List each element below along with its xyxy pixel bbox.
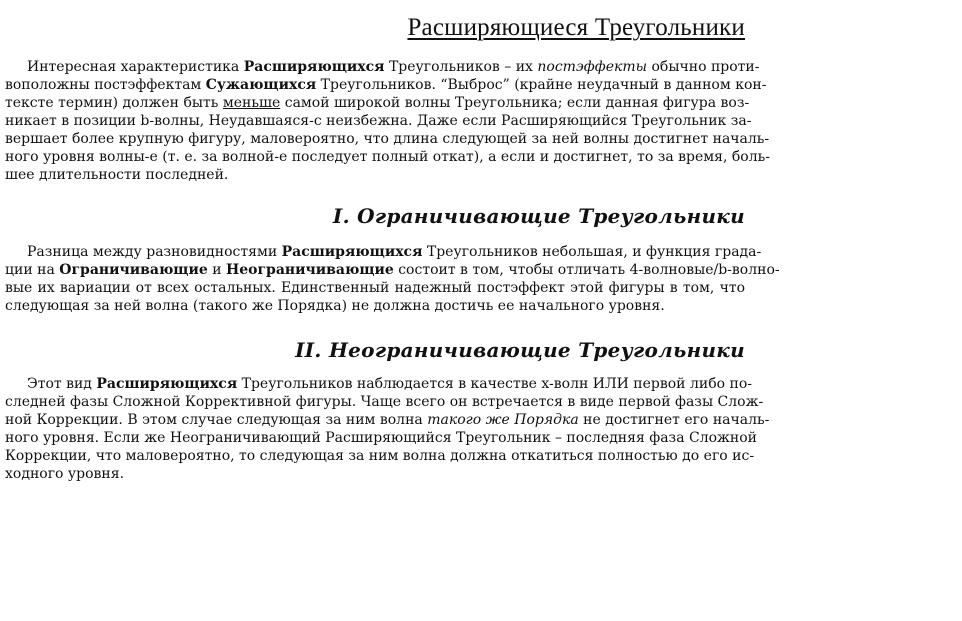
- text-run: Треугольников небольшая, и функция града-: [422, 244, 762, 260]
- text-run: Этот вид: [27, 376, 97, 392]
- bold-term: Сужающихся: [205, 77, 317, 93]
- text-line: [5, 76, 767, 94]
- bold-term: Расширяющихся: [243, 59, 385, 75]
- italic-term: такого же Порядка: [427, 412, 579, 428]
- bold-term: Расширяющихся: [281, 244, 423, 260]
- text-run: воположны постэффектам: [5, 77, 206, 93]
- text-line: [5, 411, 770, 429]
- section-heading-nonlimiting: II. Неограничивающие Треугольники: [295, 338, 745, 362]
- text-run: самой широкой волны Треугольника; если данная фигура воз-: [280, 95, 750, 111]
- bold-term: Расширяющихся: [96, 376, 238, 392]
- bold-term: Ограничивающие: [59, 262, 208, 278]
- text-line: вые их вариации от всех остальных. Единственный надежный постэффект этой фигуры в том, что: [5, 280, 745, 296]
- text-line: Коррекции, что маловероятно, то следующая за ним волна должна откатиться полностью до его ис-: [5, 448, 755, 464]
- text-line: [5, 94, 750, 112]
- text-line: ного уровня. Если же Неограничивающий Расширяющийся Треугольник – последняя фаза Сложной: [5, 430, 757, 446]
- intro-paragraph: [5, 58, 770, 184]
- text-line: [5, 261, 780, 279]
- page-title: Расширяющиеся Треугольники: [407, 14, 745, 41]
- text-run: Треугольников. “Выброс” (крайне неудачный в данном кон-: [316, 77, 767, 93]
- bold-term: Неограничивающие: [225, 262, 394, 278]
- text-run: ной Коррекции. В этом случае следующая за ним волна: [5, 412, 428, 428]
- text-line: ного уровня волны-е (т. е. за волной-е последует полный откат), а если и достигнет, то за время, боль-: [5, 149, 770, 165]
- section-paragraph-nonlimiting: [5, 375, 770, 483]
- text-run: не достигнет его началь-: [578, 412, 770, 428]
- text-run: Треугольников наблюдается в качестве x-волн ИЛИ первой либо по-: [237, 376, 752, 392]
- text-run: состоит в том, чтобы отличать 4-волновые/b-волно-: [393, 262, 780, 278]
- text-line: вершает более крупную фигуру, маловероятно, что длина следующей за ней волны достигнет началь-: [5, 131, 770, 147]
- section-heading-limiting: I. Ограничивающие Треугольники: [332, 204, 745, 228]
- text-run: обычно проти-: [647, 59, 760, 75]
- text-line: ходного уровня.: [5, 466, 125, 482]
- text-line: следующая за ней волна (такого же Порядка) не должна достичь ее начального уровня.: [5, 298, 665, 314]
- text-line: [5, 375, 752, 393]
- section-paragraph-limiting: [5, 243, 780, 315]
- text-line: никает в позиции b-волны, Неудавшаяся-с неизбежна. Даже если Расширяющийся Треугольник за-: [5, 113, 752, 129]
- text-run: Разница между разновидностями: [27, 244, 282, 260]
- text-run: и: [207, 262, 226, 278]
- underlined-term: меньше: [222, 95, 281, 111]
- text-run: Треугольников – их: [384, 59, 538, 75]
- italic-term: постэффекты: [537, 59, 648, 75]
- text-line: [5, 58, 760, 76]
- text-line: [5, 243, 762, 261]
- text-run: ции на: [5, 262, 60, 278]
- text-line: следней фазы Сложной Коррективной фигуры. Чаще всего он встречается в виде первой фазы Слож-: [5, 394, 764, 410]
- text-line: шее длительности последней.: [5, 167, 229, 183]
- text-run: Интересная характеристика: [27, 59, 244, 75]
- text-run: тексте термин) должен быть: [5, 95, 223, 111]
